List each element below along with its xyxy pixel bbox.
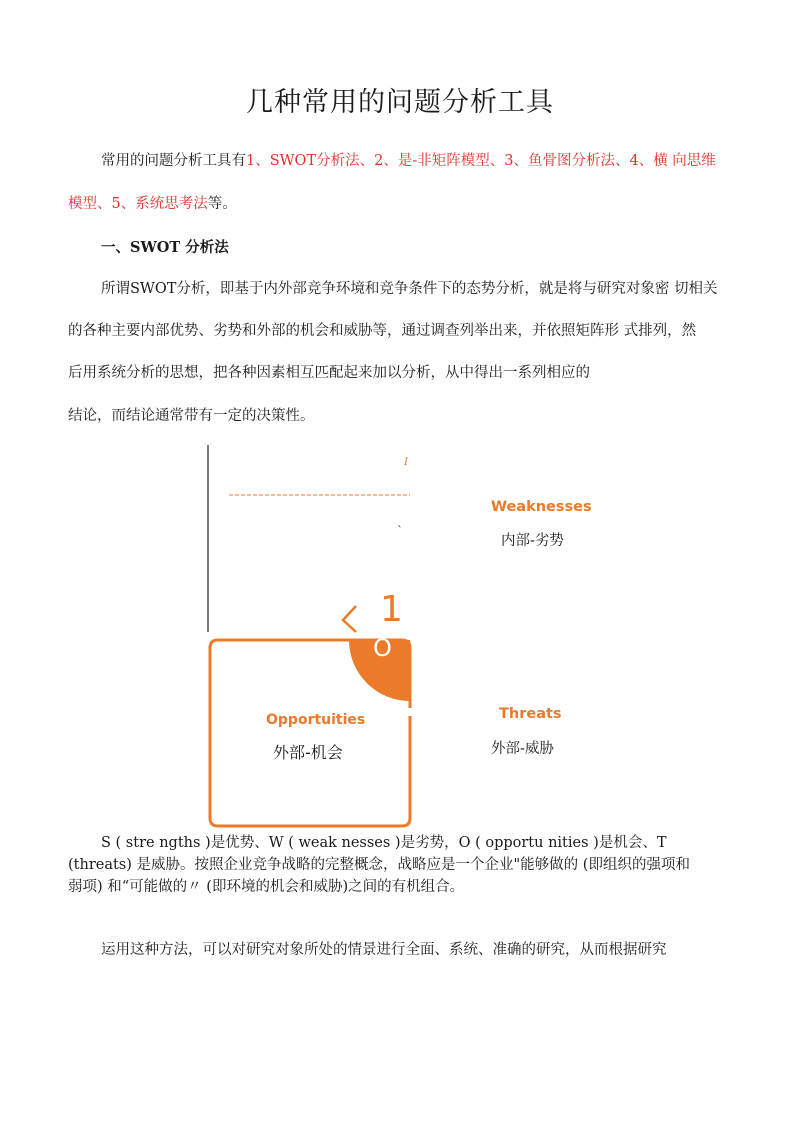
intro-tools-list-1: 1、SWOT分析法、2、是-非矩阵模型、3、鱼骨图分析法、4、横 向思维 — [246, 153, 716, 169]
threats-subtitle: 外部-威胁 — [491, 741, 554, 757]
stray-mark-1: I — [404, 457, 408, 468]
para1-line-1: 所谓SWOT分析，即基于内外部竞争环境和竞争条件下的态势分析，就是将与研究对象密 切相关 — [101, 281, 718, 297]
digit-one-glyph: 1 — [380, 589, 403, 630]
para1-line-4: 结论，而结论通常带有一定的决策性。 — [68, 408, 315, 424]
section-heading-swot: 一、SWOT 分析法 — [101, 239, 229, 256]
para3-line-1: 运用这种方法，可以对研究对象所处的情景进行全面、系统、准确的研究，从而根据研究 — [101, 942, 667, 958]
opportunities-subtitle: 外部-机会 — [273, 743, 343, 762]
page-title: 几种常用的问题分析工具 — [246, 87, 554, 118]
para1-line-2: 的各种主要内部优势、劣势和外部的机会和威胁等，通过调查列举出来，并依照矩阵形 式排列，然 — [68, 323, 697, 339]
intro-prefix: 常用的问题分析工具有 — [101, 153, 246, 169]
para1-line-3: 后用系统分析的思想，把各种因素相互匹配起来加以分析，从中得出一系列相应的 — [68, 365, 590, 381]
weaknesses-title: Weaknesses — [491, 499, 592, 515]
letter-o-glyph: O — [373, 634, 392, 662]
chevron-left-icon — [343, 606, 356, 632]
intro-tools-list-2: 模型、5、系统思考法 — [68, 196, 208, 212]
intro-suffix: 等。 — [207, 196, 237, 212]
para2-line-2: (threats) 是威胁。按照企业竞争战略的完整概念，战略应是一个企业"能够做的 (即组织的强项和 — [68, 857, 690, 873]
opportunities-title: Opportuities — [266, 712, 366, 728]
para2-line-3: 弱项) 和“可能做的〃 (即环境的机会和威胁)之间的有机组合。 — [68, 879, 465, 895]
para2-line-1: S ( stre ngths )是优势、W ( weak nesses )是劣势，O ( opportu nities )是机会、T — [101, 835, 667, 851]
threats-title: Threats — [499, 706, 562, 722]
stray-mark-2: ` — [397, 524, 403, 538]
weaknesses-subtitle: 内部-劣势 — [501, 533, 564, 549]
